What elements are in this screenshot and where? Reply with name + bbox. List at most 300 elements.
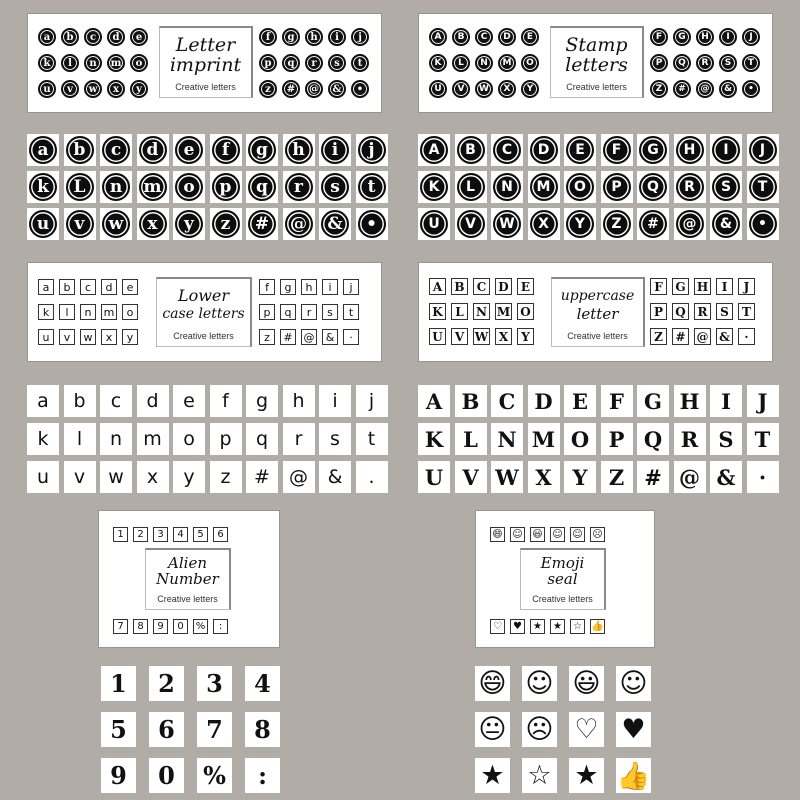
- letter-tile: T: [747, 423, 779, 455]
- circle-key: u: [38, 80, 56, 98]
- uppercase-title-box: [551, 277, 645, 347]
- square-key: O: [517, 303, 534, 320]
- square-key: s: [322, 304, 338, 320]
- stamp-letters-title-box: [550, 26, 644, 98]
- circle-key: m: [107, 54, 125, 72]
- square-key: W: [474, 329, 489, 344]
- title-subtitle: Creative letters: [532, 594, 593, 604]
- letter-tile: N: [491, 423, 523, 455]
- star-icon: ★: [530, 619, 545, 634]
- smile-icon: 😄: [490, 527, 505, 542]
- square-key: h: [301, 279, 317, 295]
- circle-key: @: [305, 80, 323, 98]
- title-subtitle: Creative letters: [567, 331, 628, 341]
- square-key: K: [429, 303, 446, 320]
- letter-tile: #: [637, 461, 669, 493]
- letter-tile: K: [418, 171, 450, 203]
- letter-tile: o: [173, 171, 205, 203]
- smile-icon: 😃: [530, 527, 545, 542]
- letter-tile: v: [64, 461, 96, 493]
- letter-tile: Q: [637, 171, 669, 203]
- letter-tile: f: [210, 134, 242, 166]
- circle-key: E: [521, 28, 539, 46]
- letter-tile: A: [418, 385, 450, 417]
- circle-key: G: [673, 28, 691, 46]
- title-line-1: Letter: [175, 34, 236, 56]
- letter-tile: V: [455, 461, 487, 493]
- circle-key: j: [351, 28, 369, 46]
- number-tile: 0: [149, 758, 184, 793]
- title-line-2: imprint: [169, 54, 242, 76]
- circle-key: a: [38, 28, 56, 46]
- letter-tile: n: [100, 423, 132, 455]
- circle-key: R: [696, 54, 714, 72]
- circle-key: W: [475, 80, 493, 98]
- square-key: ·: [343, 329, 359, 345]
- title-line-1: Emoji: [540, 554, 585, 572]
- letter-tile: r: [283, 423, 315, 455]
- title-line-1: Stamp: [565, 34, 628, 56]
- circle-key: T: [742, 54, 760, 72]
- circle-key: z: [259, 80, 277, 98]
- letter-tile: @: [283, 461, 315, 493]
- star-face-icon: ★: [569, 758, 604, 793]
- letter-tile: B: [455, 385, 487, 417]
- letter-imprint-title-box: [159, 26, 253, 98]
- letter-tile: ·: [747, 461, 779, 493]
- circle-key: H: [696, 28, 714, 46]
- letter-tile: S: [710, 171, 742, 203]
- circle-key: F: [650, 28, 668, 46]
- alien-number-header-bottom-keys: [113, 619, 233, 634]
- number-key: 8: [133, 619, 148, 634]
- square-key: o: [122, 304, 138, 320]
- grin-icon: 😄: [475, 666, 510, 701]
- letter-tile: i: [319, 134, 351, 166]
- square-key: N: [473, 303, 490, 320]
- circle-key: &: [328, 80, 346, 98]
- letter-tile: t: [356, 171, 388, 203]
- letter-tile: &: [710, 208, 742, 240]
- letter-tile: L: [64, 171, 96, 203]
- letter-tile: z: [210, 208, 242, 240]
- letter-tile: #: [246, 208, 278, 240]
- alien-number-card: [98, 510, 280, 648]
- number-tile: 6: [149, 712, 184, 747]
- letter-tile: .: [356, 461, 388, 493]
- letter-tile: M: [528, 423, 560, 455]
- square-key: A: [429, 278, 446, 295]
- circle-key: q: [282, 54, 300, 72]
- circle-key: y: [130, 80, 148, 98]
- letter-tile: W: [491, 461, 523, 493]
- circle-key: P: [650, 54, 668, 72]
- square-key: i: [322, 279, 338, 295]
- letter-tile: t: [356, 423, 388, 455]
- hearts-outline-icon: ♡: [569, 712, 604, 747]
- letter-tile: c: [100, 385, 132, 417]
- square-key: J: [738, 278, 755, 295]
- circle-key: o: [130, 54, 148, 72]
- letter-tile: f: [210, 385, 242, 417]
- letter-tile: j: [356, 134, 388, 166]
- letter-tile: R: [674, 423, 706, 455]
- letter-tile: n: [100, 171, 132, 203]
- letter-tile: E: [564, 134, 596, 166]
- emoji-seal-header-bottom-keys: [490, 619, 610, 634]
- letter-tile: S: [710, 423, 742, 455]
- title-line-1: uppercase: [560, 288, 635, 304]
- letter-tile: G: [637, 385, 669, 417]
- emoji-seal-card: [475, 510, 655, 648]
- letter-tile: @: [674, 208, 706, 240]
- circle-key: Y: [521, 80, 539, 98]
- letter-tile: i: [319, 385, 351, 417]
- letter-tile: w: [100, 208, 132, 240]
- letter-tile: h: [283, 134, 315, 166]
- title-subtitle: Creative letters: [157, 594, 218, 604]
- square-key: ·: [738, 328, 755, 345]
- number-tile: 1: [101, 666, 136, 701]
- square-key: V: [451, 328, 468, 345]
- square-key: g: [280, 279, 296, 295]
- letter-tile: A: [418, 134, 450, 166]
- letter-tile: K: [418, 423, 450, 455]
- square-key: I: [716, 278, 733, 295]
- square-key: n: [80, 304, 96, 320]
- circle-key: v: [61, 80, 79, 98]
- title-line-2: letter: [576, 305, 619, 323]
- square-key: E: [517, 278, 534, 295]
- square-key: d: [101, 279, 117, 295]
- square-key: B: [451, 278, 468, 295]
- stamp-letters-card: [418, 13, 773, 113]
- circle-key: #: [673, 80, 691, 98]
- star-outline-icon: ☆: [570, 619, 585, 634]
- circle-key: J: [742, 28, 760, 46]
- neutral-face-icon: 😐: [475, 712, 510, 747]
- letter-tile: M: [528, 171, 560, 203]
- letter-tile: q: [246, 423, 278, 455]
- letter-tile: R: [674, 171, 706, 203]
- number-tile: 4: [245, 666, 280, 701]
- lower-case-title-box: [156, 277, 252, 347]
- square-key: X: [495, 328, 512, 345]
- emoji-seal-header-top-keys: [490, 527, 610, 542]
- star-icon: ★: [475, 758, 510, 793]
- letter-tile: q: [246, 171, 278, 203]
- letter-tile: W: [491, 208, 523, 240]
- letter-tile: y: [173, 208, 205, 240]
- letter-tile: C: [491, 385, 523, 417]
- thumbs-up-icon: 👍: [591, 621, 604, 632]
- letter-tile: Y: [564, 208, 596, 240]
- square-key: w: [80, 329, 96, 345]
- circle-key: &: [719, 80, 737, 98]
- title-line-2: letters: [565, 54, 628, 76]
- circle-key: f: [259, 28, 277, 46]
- square-key: @: [301, 329, 317, 345]
- letter-tile: u: [27, 461, 59, 493]
- circle-key: V: [452, 80, 470, 98]
- letter-tile: g: [246, 134, 278, 166]
- title-line-1: Lower: [177, 286, 230, 305]
- circle-key: @: [696, 80, 714, 98]
- number-tile: :: [245, 758, 280, 793]
- letter-tile: #: [246, 461, 278, 493]
- title-subtitle: Creative letters: [175, 82, 236, 92]
- star-outline-icon: ☆: [522, 758, 557, 793]
- smile-icon: ☺: [550, 527, 565, 542]
- letter-tile: h: [283, 385, 315, 417]
- letter-tile: U: [418, 461, 450, 493]
- letter-tile: x: [137, 461, 169, 493]
- square-key: D: [495, 278, 512, 295]
- letter-tile: p: [210, 423, 242, 455]
- circle-key: n: [84, 54, 102, 72]
- circle-key: i: [328, 28, 346, 46]
- square-key: L: [451, 303, 468, 320]
- letter-tile: F: [601, 134, 633, 166]
- title-line-2: case letters: [162, 306, 245, 322]
- emoji-seal-title-box: [520, 548, 606, 610]
- number-tile: 3: [197, 666, 232, 701]
- number-tile: 9: [101, 758, 136, 793]
- number-key: 6: [213, 527, 228, 542]
- letter-tile: Z: [601, 208, 633, 240]
- square-key: Z: [650, 328, 667, 345]
- circle-key: #: [282, 80, 300, 98]
- number-key: 7: [113, 619, 128, 634]
- circle-key: c: [84, 28, 102, 46]
- number-key: 4: [173, 527, 188, 542]
- circle-key: Z: [650, 80, 668, 98]
- happy-icon: 😃: [569, 666, 604, 701]
- number-key: :: [213, 619, 228, 634]
- letter-tile: d: [137, 134, 169, 166]
- letter-tile: @: [283, 208, 315, 240]
- smile-icon: ☺: [616, 666, 651, 701]
- lower-case-card: [27, 262, 382, 362]
- letter-tile: c: [100, 134, 132, 166]
- number-key: 5: [193, 527, 208, 542]
- number-tile: 7: [197, 712, 232, 747]
- smile-icon: ☺: [570, 527, 585, 542]
- square-key: T: [738, 303, 755, 320]
- letter-tile: x: [137, 208, 169, 240]
- circle-key: d: [107, 28, 125, 46]
- letter-tile: v: [64, 208, 96, 240]
- square-key: M: [496, 304, 511, 319]
- letter-tile: &: [319, 461, 351, 493]
- square-key: z: [259, 329, 275, 345]
- letter-tile: m: [137, 423, 169, 455]
- square-key: G: [672, 278, 689, 295]
- letter-tile: a: [27, 134, 59, 166]
- number-tile: 2: [149, 666, 184, 701]
- circle-key: Q: [673, 54, 691, 72]
- letter-tile: l: [64, 423, 96, 455]
- letter-tile: p: [210, 171, 242, 203]
- letter-tile: F: [601, 385, 633, 417]
- square-key: c: [80, 279, 96, 295]
- number-key: 1: [113, 527, 128, 542]
- number-key: %: [193, 619, 208, 634]
- square-key: #: [672, 328, 689, 345]
- letter-tile: s: [319, 171, 351, 203]
- circle-key: b: [61, 28, 79, 46]
- letter-tile: &: [710, 461, 742, 493]
- letter-tile: U: [418, 208, 450, 240]
- square-key: y: [122, 329, 138, 345]
- square-key: R: [694, 303, 711, 320]
- square-key: k: [38, 304, 54, 320]
- circle-key: L: [452, 54, 470, 72]
- circle-key: D: [498, 28, 516, 46]
- letter-tile: I: [710, 385, 742, 417]
- letter-tile: &: [319, 208, 351, 240]
- number-key: 0: [173, 619, 188, 634]
- circle-key: w: [84, 80, 102, 98]
- letter-tile: k: [27, 423, 59, 455]
- smile-icon: ☺: [522, 666, 557, 701]
- letter-tile: D: [528, 134, 560, 166]
- circle-key: X: [498, 80, 516, 98]
- square-key: P: [650, 303, 667, 320]
- circle-key: x: [107, 80, 125, 98]
- circle-key: •: [742, 80, 760, 98]
- letter-tile: z: [210, 461, 242, 493]
- square-key: r: [301, 304, 317, 320]
- star-icon: ★: [550, 619, 565, 634]
- square-key: b: [59, 279, 75, 295]
- letter-tile: @: [674, 461, 706, 493]
- alien-number-header-top-keys: [113, 527, 233, 542]
- letter-tile: O: [564, 423, 596, 455]
- letter-tile: H: [674, 134, 706, 166]
- circle-key: h: [305, 28, 323, 46]
- circle-key: M: [498, 54, 516, 72]
- letter-tile: r: [283, 171, 315, 203]
- square-key: p: [259, 304, 275, 320]
- circle-key: K: [429, 54, 447, 72]
- circle-key: S: [719, 54, 737, 72]
- letter-tile: k: [27, 171, 59, 203]
- square-key: U: [429, 328, 446, 345]
- letter-tile: b: [64, 134, 96, 166]
- circle-key: s: [328, 54, 346, 72]
- letter-tile: Z: [601, 461, 633, 493]
- circle-key: O: [521, 54, 539, 72]
- circle-key: p: [259, 54, 277, 72]
- title-line-1: Alien: [168, 554, 207, 572]
- circle-key: l: [61, 54, 79, 72]
- smile-icon: ☺: [510, 527, 525, 542]
- title-line-2: Number: [156, 570, 219, 588]
- letter-tile: d: [137, 385, 169, 417]
- letter-tile: Q: [637, 423, 669, 455]
- circle-key: A: [429, 28, 447, 46]
- letter-tile: g: [246, 385, 278, 417]
- letter-tile: e: [173, 134, 205, 166]
- square-key: C: [473, 278, 490, 295]
- letter-tile: L: [455, 171, 487, 203]
- letter-tile: w: [100, 461, 132, 493]
- letter-tile: b: [64, 385, 96, 417]
- square-key: l: [59, 304, 75, 320]
- letter-imprint-card: [27, 13, 382, 113]
- title-subtitle: Creative letters: [173, 331, 234, 341]
- hearts-icon: ♥: [616, 712, 651, 747]
- letter-tile: P: [601, 171, 633, 203]
- square-key: F: [650, 278, 667, 295]
- circle-key: r: [305, 54, 323, 72]
- square-key: Y: [517, 328, 534, 345]
- heart-icon: ♥: [510, 619, 525, 634]
- letter-tile: B: [455, 134, 487, 166]
- alien-number-title-box: [145, 548, 231, 610]
- letter-tile: E: [564, 385, 596, 417]
- square-key: t: [343, 304, 359, 320]
- letter-tile: e: [173, 385, 205, 417]
- letter-tile: L: [455, 423, 487, 455]
- letter-tile: N: [491, 171, 523, 203]
- letter-tile: m: [137, 171, 169, 203]
- circle-key: e: [130, 28, 148, 46]
- letter-tile: s: [319, 423, 351, 455]
- heart-outline-icon: ♡: [490, 619, 505, 634]
- letter-tile: y: [173, 461, 205, 493]
- letter-tile: T: [747, 171, 779, 203]
- square-key: j: [343, 279, 359, 295]
- letter-tile: •: [356, 208, 388, 240]
- square-key: S: [716, 303, 733, 320]
- square-key: Q: [672, 303, 689, 320]
- frown-icon: ☹: [522, 712, 557, 747]
- circle-key: U: [429, 80, 447, 98]
- frown-icon: ☹: [590, 527, 605, 542]
- letter-tile: o: [173, 423, 205, 455]
- number-key: 2: [133, 527, 148, 542]
- square-key: H: [694, 278, 711, 295]
- number-key: 3: [153, 527, 168, 542]
- square-key: v: [59, 329, 75, 345]
- circle-key: B: [452, 28, 470, 46]
- letter-tile: P: [601, 423, 633, 455]
- number-tile: 5: [101, 712, 136, 747]
- letter-tile: I: [710, 134, 742, 166]
- square-key: x: [101, 329, 117, 345]
- circle-key: •: [351, 80, 369, 98]
- letter-tile: j: [356, 385, 388, 417]
- square-key: &: [716, 328, 733, 345]
- letter-tile: X: [528, 461, 560, 493]
- letter-tile: V: [455, 208, 487, 240]
- square-key: f: [259, 279, 275, 295]
- square-key: q: [280, 304, 296, 320]
- square-key: a: [38, 279, 54, 295]
- number-key: 9: [153, 619, 168, 634]
- uppercase-card: [418, 262, 773, 362]
- letter-tile: u: [27, 208, 59, 240]
- circle-key: t: [351, 54, 369, 72]
- letter-tile: X: [528, 208, 560, 240]
- circle-key: g: [282, 28, 300, 46]
- circle-key: I: [719, 28, 737, 46]
- square-key: e: [122, 279, 138, 295]
- title-subtitle: Creative letters: [566, 82, 627, 92]
- letter-tile: •: [747, 208, 779, 240]
